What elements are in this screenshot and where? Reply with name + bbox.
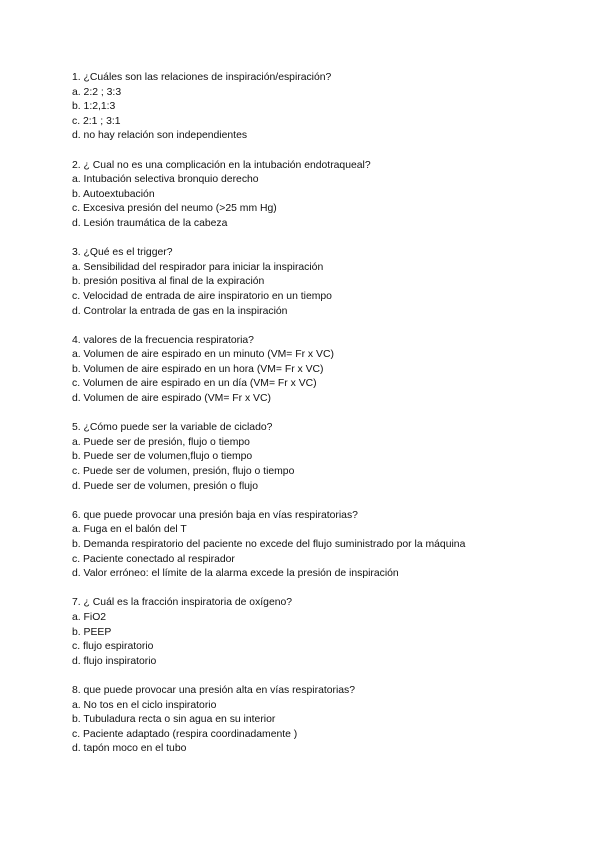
answer-option-b: b. presión positiva al final de la expiración — [72, 276, 265, 288]
answer-option-c: c. flujo espiratorio — [72, 641, 154, 653]
answer-option-a: a. Intubación selectiva bronquio derecho — [72, 174, 259, 186]
question-5 — [72, 421, 532, 494]
answer-option-a: a. 2:2 ; 3:3 — [72, 86, 122, 98]
answer-option-a: a. Volumen de aire espirado en un minuto (VM= Fr x VC) — [72, 349, 334, 361]
answer-option-a: a. Fuga en el balón del T — [72, 524, 187, 536]
answer-option-c: c. Paciente adaptado (respira coordinadamente ) — [72, 728, 298, 740]
answer-option-c: c. 2:1 ; 3:1 — [72, 115, 121, 127]
answer-option-a: a. Puede ser de presión, flujo o tiempo — [72, 436, 250, 448]
question-3 — [72, 246, 532, 319]
question-2 — [72, 159, 532, 232]
answer-option-b: b. Volumen de aire espirado en un hora (VM= Fr x VC) — [72, 363, 324, 375]
answer-option-a: a. Sensibilidad del respirador para iniciar la inspiración — [72, 261, 324, 273]
answer-option-b: b. Demanda respiratorio del paciente no excede del flujo suministrado por la máquina — [72, 539, 466, 550]
question-text: 4. valores de la frecuencia respiratoria? — [72, 334, 254, 346]
question-text: 1. ¿Cuáles son las relaciones de inspiración/espiración? — [72, 72, 332, 83]
answer-option-b: b. Puede ser de volumen,flujo o tiempo — [72, 451, 253, 463]
answer-option-d: d. Volumen de aire espirado (VM= Fr x VC) — [72, 393, 271, 405]
question-6 — [72, 509, 532, 582]
question-8 — [72, 684, 532, 757]
answer-option-b: b. 1:2,1:3 — [72, 101, 116, 113]
answer-option-c: c. Paciente conectado al respirador — [72, 553, 235, 565]
answer-option-b: b. Tubuladura recta o sin agua en su interior — [72, 714, 276, 726]
answer-option-d: d. flujo inspiratorio — [72, 655, 157, 667]
answer-option-b: b. Autoextubación — [72, 188, 155, 200]
question-4 — [72, 334, 532, 407]
question-text: 2. ¿ Cual no es una complicación en la intubación endotraqueal? — [72, 159, 371, 171]
answer-option-b: b. PEEP — [72, 626, 112, 638]
answer-option-c: c. Excesiva presión del neumo (>25 mm Hg) — [72, 203, 277, 215]
answer-option-d: d. Controlar la entrada de gas en la inspiración — [72, 305, 288, 317]
question-list — [72, 71, 532, 772]
answer-option-a: a. No tos en el ciclo inspiratorio — [72, 699, 217, 711]
answer-option-d: d. tapón moco en el tubo — [72, 743, 187, 755]
question-text: 8. que puede provocar una presión alta en vías respiratorias? — [72, 684, 356, 696]
question-7 — [72, 596, 532, 669]
answer-option-a: a. FiO2 — [72, 611, 107, 623]
question-text: 6. que puede provocar una presión baja en vías respiratorias? — [72, 509, 358, 521]
question-text: 5. ¿Cómo puede ser la variable de ciclado? — [72, 422, 273, 434]
answer-option-d: d. no hay relación son independientes — [72, 130, 248, 142]
question-text: 7. ¿ Cuál es la fracción inspiratoria de oxígeno? — [72, 597, 293, 609]
answer-option-c: c. Volumen de aire espirado en un día (VM= Fr x VC) — [72, 378, 317, 390]
question-1 — [72, 71, 532, 144]
answer-option-c: c. Puede ser de volumen, presión, flujo o tiempo — [72, 466, 295, 478]
answer-option-d: d. Puede ser de volumen, presión o flujo — [72, 480, 258, 492]
answer-option-c: c. Velocidad de entrada de aire inspiratorio en un tiempo — [72, 290, 332, 302]
answer-option-d: d. Valor erróneo: el límite de la alarma excede la presión de inspiración — [72, 568, 399, 580]
answer-option-d: d. Lesión traumática de la cabeza — [72, 217, 228, 229]
question-text: 3. ¿Qué es el trigger? — [72, 247, 173, 259]
